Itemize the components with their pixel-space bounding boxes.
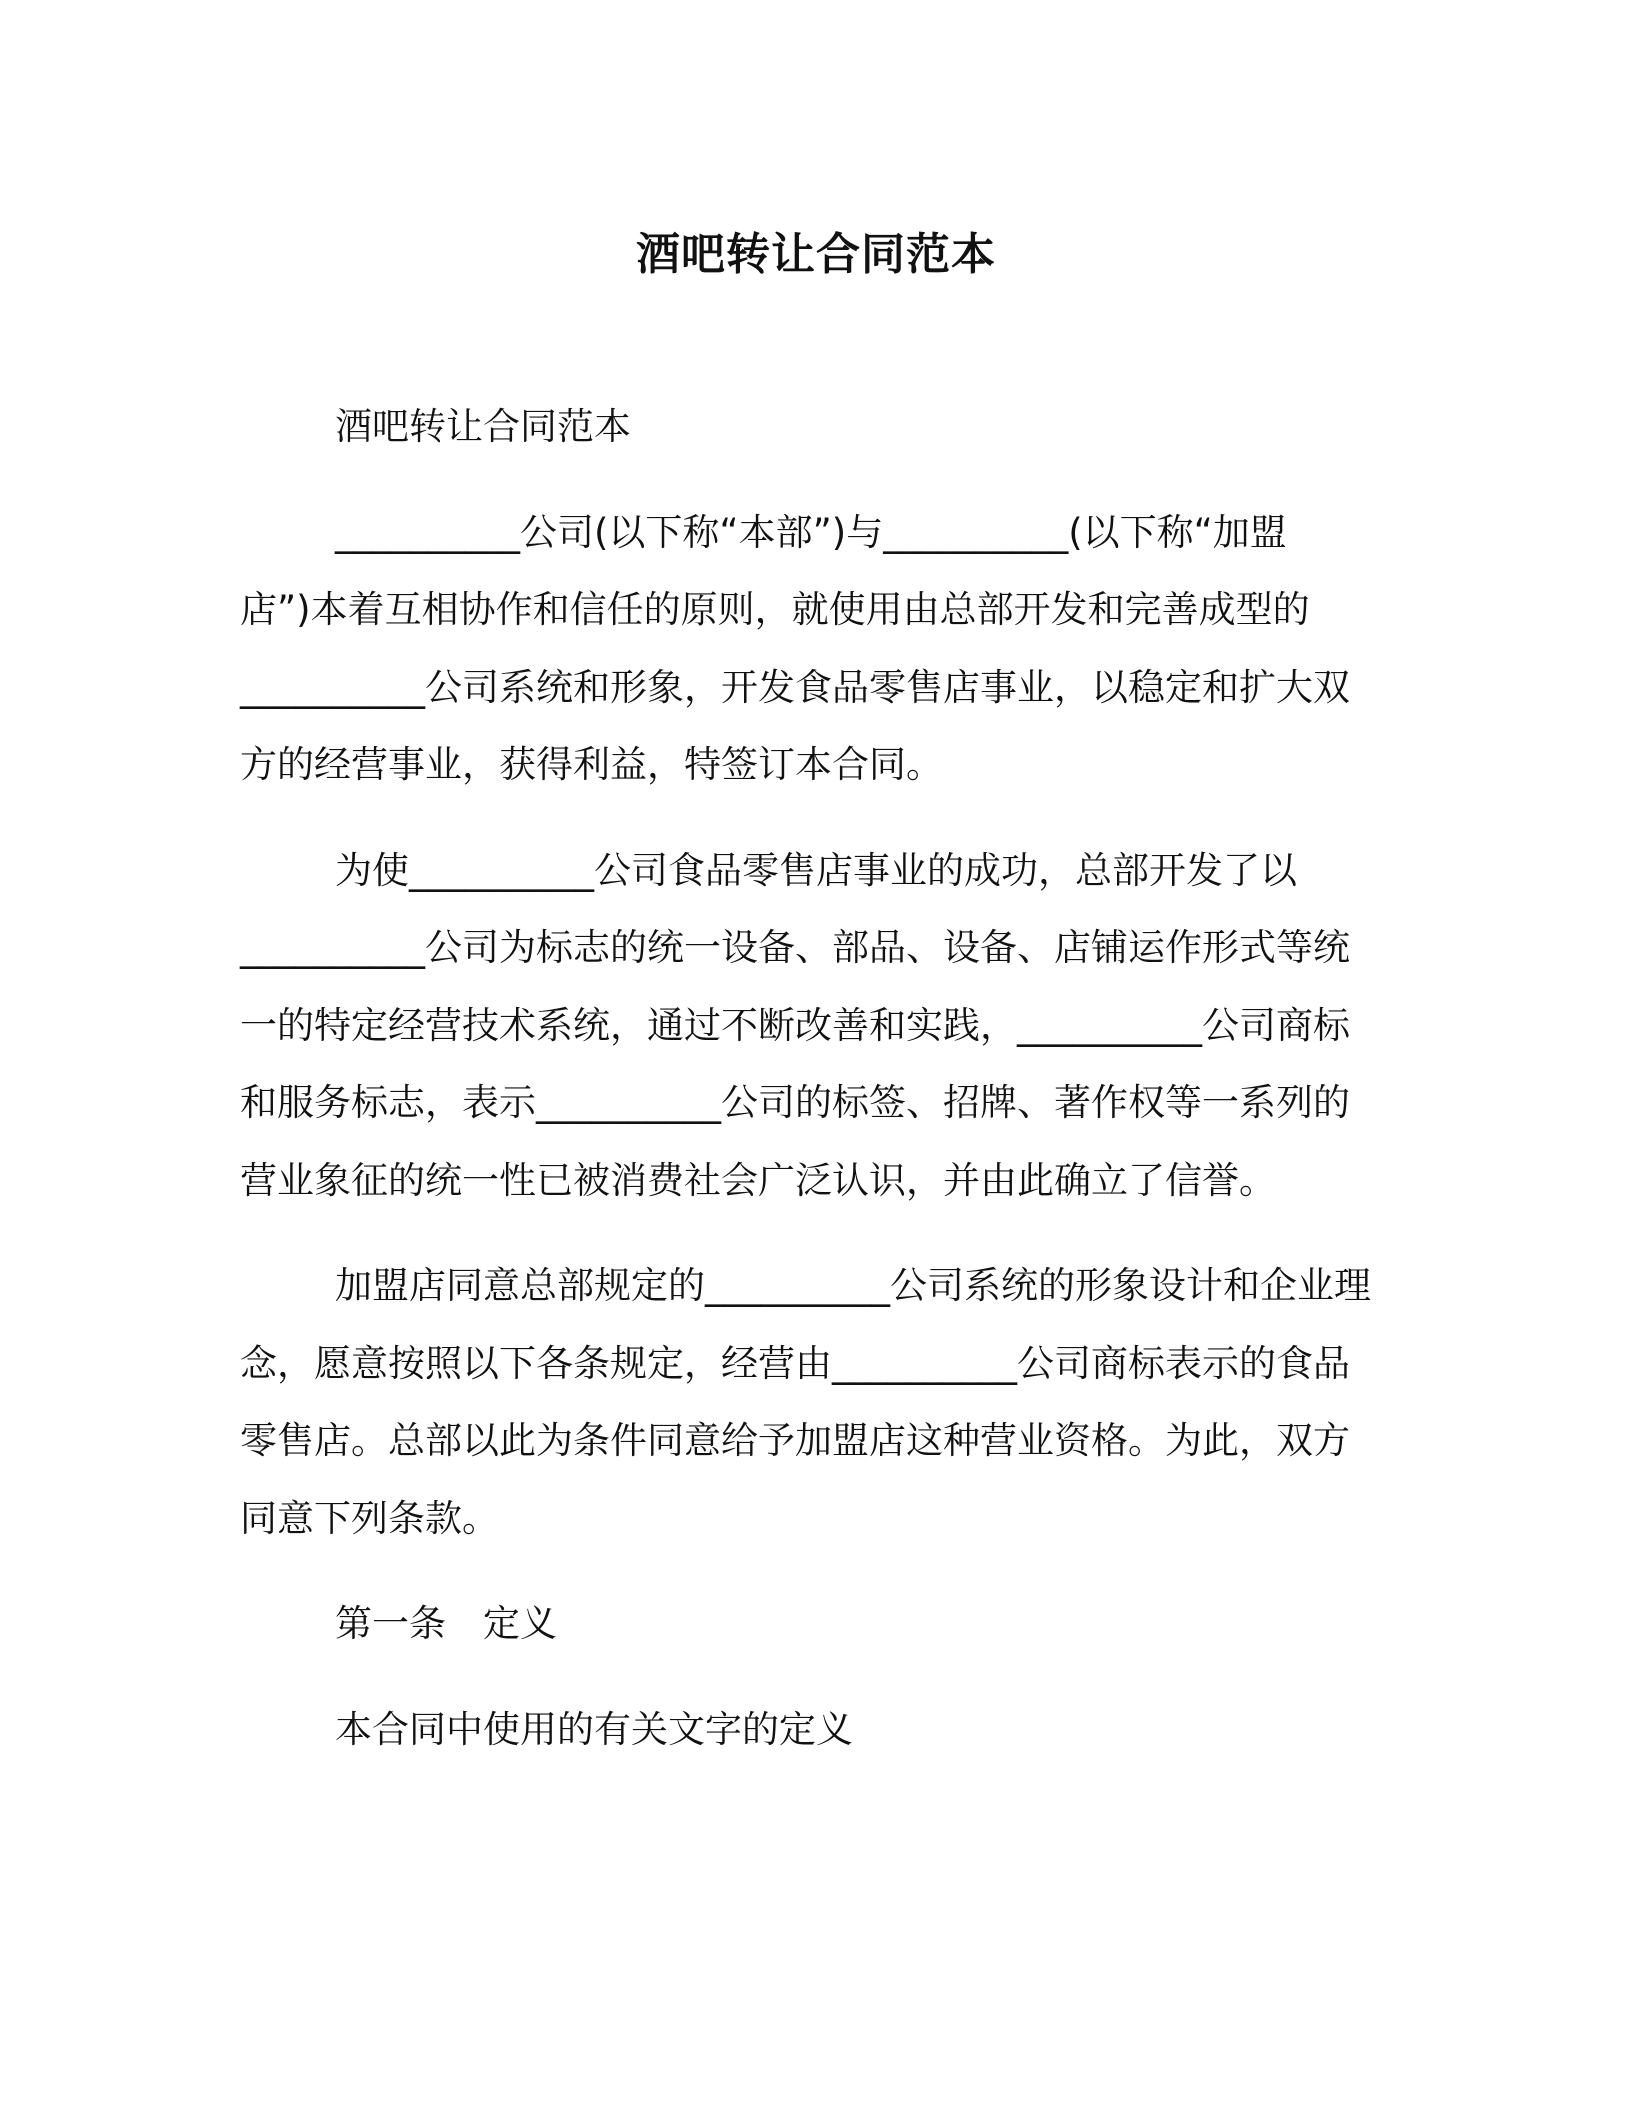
paragraph-line: __________公司(以下称“本部”)与__________(以下称“加盟 [335, 510, 1287, 554]
article-text: 本合同中使用的有关文字的定义 [335, 1707, 853, 1751]
paragraph-gap [240, 1219, 1372, 1247]
paragraph-intro [240, 494, 1372, 804]
document-title: 酒吧转让合同范本 [636, 229, 996, 280]
paragraph-line: 加盟店同意总部规定的__________公司系统的形象设计和企业理 [335, 1264, 1371, 1307]
paragraph-line: 一的特定经营技术系统，通过不断改善和实践，__________公司商标 [240, 1003, 1350, 1047]
paragraph-purpose [240, 832, 1372, 1220]
article-heading: 第一条 定义 [335, 1602, 557, 1645]
paragraph-line: 念，愿意按照以下各条规定，经营由__________公司商标表示的食品 [240, 1341, 1350, 1385]
paragraph-line: 和服务标志，表示__________公司的标签、招牌、著作权等一系列的 [240, 1081, 1350, 1124]
paragraph-line: __________公司系统和形象，开发食品零售店事业，以稳定和扩大双 [240, 665, 1350, 709]
paragraph-gap [240, 1557, 1372, 1585]
paragraph-line: 为使__________公司食品零售店事业的成功，总部开发了以 [335, 848, 1297, 892]
paragraph-line: 零售店。总部以此为条件同意给予加盟店这种营业资格。为此，双方 [240, 1419, 1350, 1462]
document-body [240, 388, 1372, 1768]
paragraph-line: 营业象征的统一性已被消费社会广泛认识，并由此确立了信誉。 [240, 1158, 1276, 1202]
paragraph-line: 方的经营事业，获得利益，特签订本合同。 [240, 743, 943, 786]
paragraph-gap [240, 804, 1372, 832]
document-subtitle: 酒吧转让合同范本 [335, 405, 631, 448]
paragraph-agreement [240, 1247, 1372, 1557]
paragraph-line: __________公司为标志的统一设备、部品、设备、店铺运作形式等统 [240, 926, 1350, 969]
paragraph-gap [240, 1663, 1372, 1691]
paragraph-gap [240, 466, 1372, 494]
paragraph-line: 店”)本着互相协作和信任的原则，就使用由总部开发和完善成型的 [240, 588, 1310, 631]
paragraph-line: 同意下列条款。 [240, 1496, 499, 1540]
